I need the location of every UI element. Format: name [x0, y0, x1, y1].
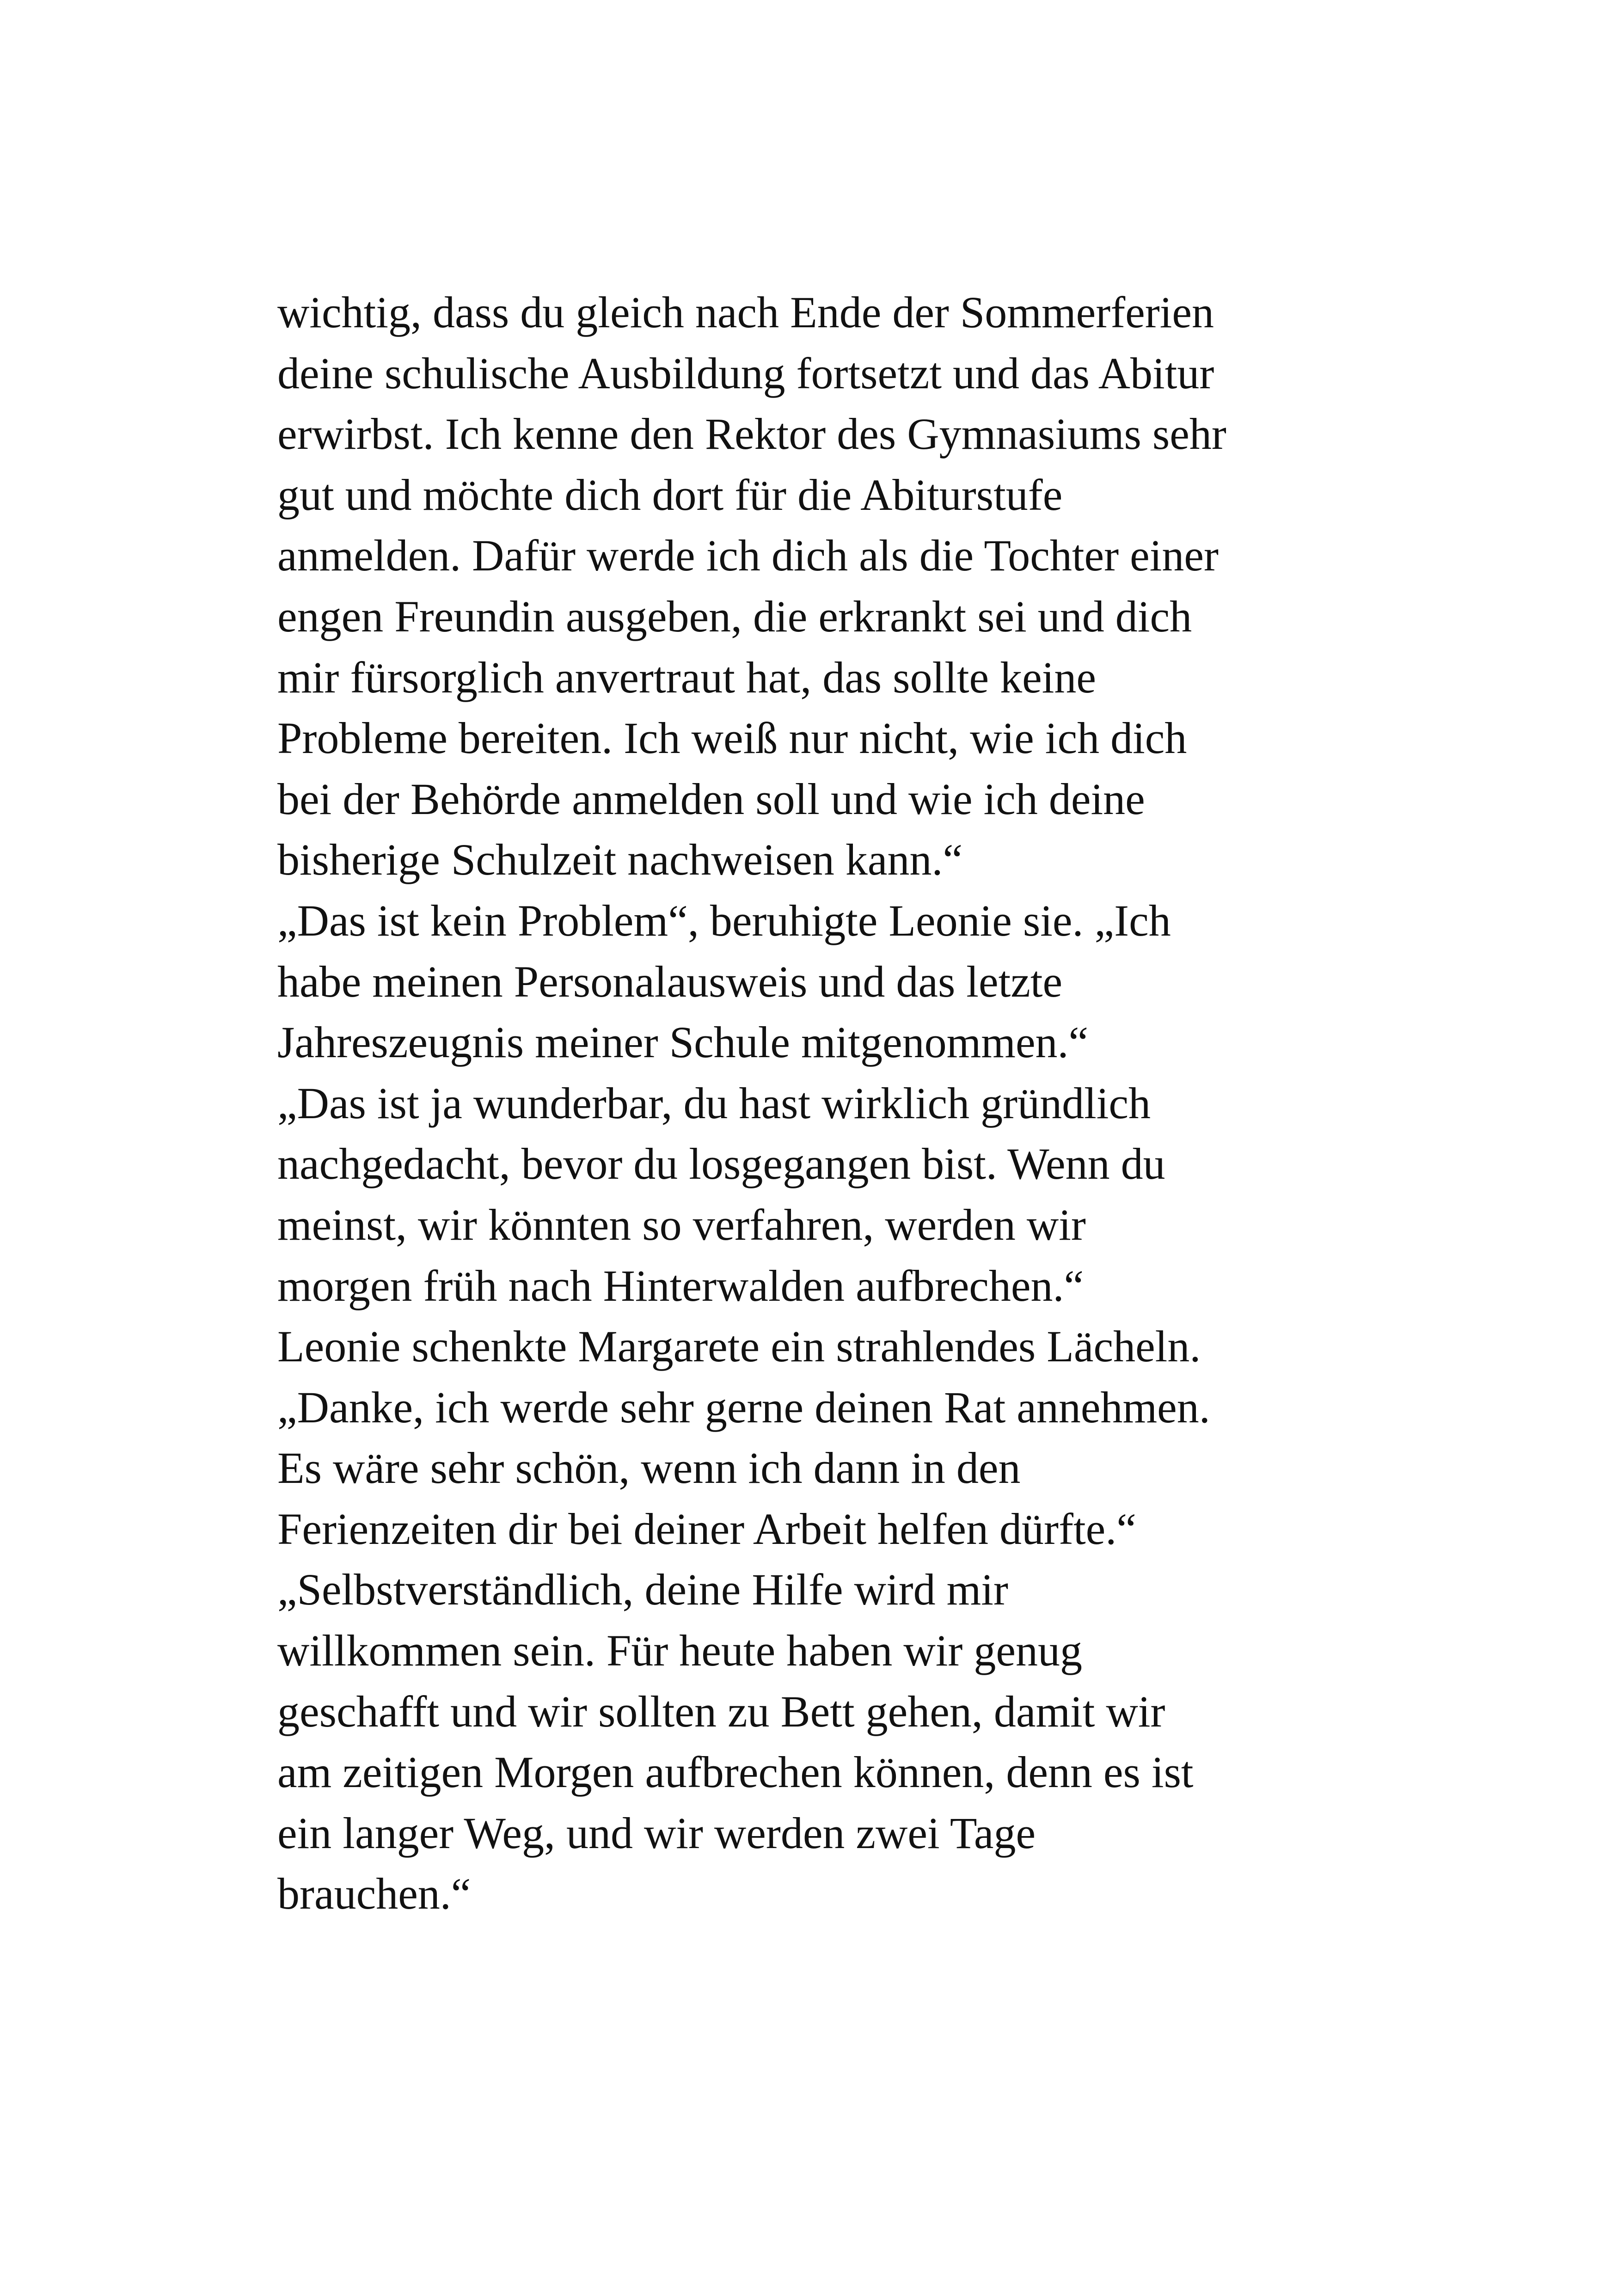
text-line: „Das ist kein Problem“, beruhigte Leonie sie. „Ich — [277, 895, 1171, 945]
text-line: willkommen sein. Für heute haben wir genug — [277, 1626, 1082, 1676]
text-line: Jahreszeugnis meiner Schule mitgenommen.“ — [277, 1017, 1089, 1067]
text-line: nachgedacht, bevor du losgegangen bist. Wenn du — [277, 1139, 1165, 1189]
text-line: Es wäre sehr schön, wenn ich dann in den — [277, 1443, 1021, 1493]
text-line: „Selbstverständlich, deine Hilfe wird mir — [277, 1565, 1008, 1615]
text-line: engen Freundin ausgeben, die erkrankt sei und dich — [277, 591, 1192, 641]
text-line: am zeitigen Morgen aufbrechen können, denn es ist — [277, 1747, 1194, 1797]
body-text — [277, 282, 1387, 1924]
text-line: brauchen.“ — [277, 1869, 471, 1919]
text-line: „Danke, ich werde sehr gerne deinen Rat annehmen. — [277, 1382, 1210, 1432]
text-line: morgen früh nach Hinterwalden aufbrechen.“ — [277, 1261, 1084, 1310]
text-line: erwirbst. Ich kenne den Rektor des Gymnasiums sehr — [277, 409, 1226, 459]
text-line: bisherige Schulzeit nachweisen kann.“ — [277, 835, 963, 885]
text-line: Leonie schenkte Margarete ein strahlendes Lächeln. — [277, 1322, 1201, 1371]
text-line: ein langer Weg, und wir werden zwei Tage — [277, 1808, 1036, 1858]
text-line: Probleme bereiten. Ich weiß nur nicht, wie ich dich — [277, 713, 1187, 763]
text-line: Ferienzeiten dir bei deiner Arbeit helfen dürfte.“ — [277, 1504, 1136, 1554]
text-line: meinst, wir könnten so verfahren, werden wir — [277, 1200, 1086, 1249]
text-line: deine schulische Ausbildung fortsetzt und das Abitur — [277, 348, 1214, 398]
text-line: „Das ist ja wunderbar, du hast wirklich gründlich — [277, 1078, 1151, 1128]
text-line: bei der Behörde anmelden soll und wie ich deine — [277, 774, 1145, 824]
text-line: wichtig, dass du gleich nach Ende der Sommerferien — [277, 288, 1214, 337]
text-line: habe meinen Personalausweis und das letzte — [277, 956, 1063, 1006]
text-line: gut und möchte dich dort für die Abiturstufe — [277, 470, 1063, 520]
text-line: mir fürsorglich anvertraut hat, das sollte keine — [277, 652, 1097, 702]
text-line: geschafft und wir sollten zu Bett gehen, damit wir — [277, 1686, 1165, 1736]
text-line: anmelden. Dafür werde ich dich als die Tochter einer — [277, 531, 1219, 581]
